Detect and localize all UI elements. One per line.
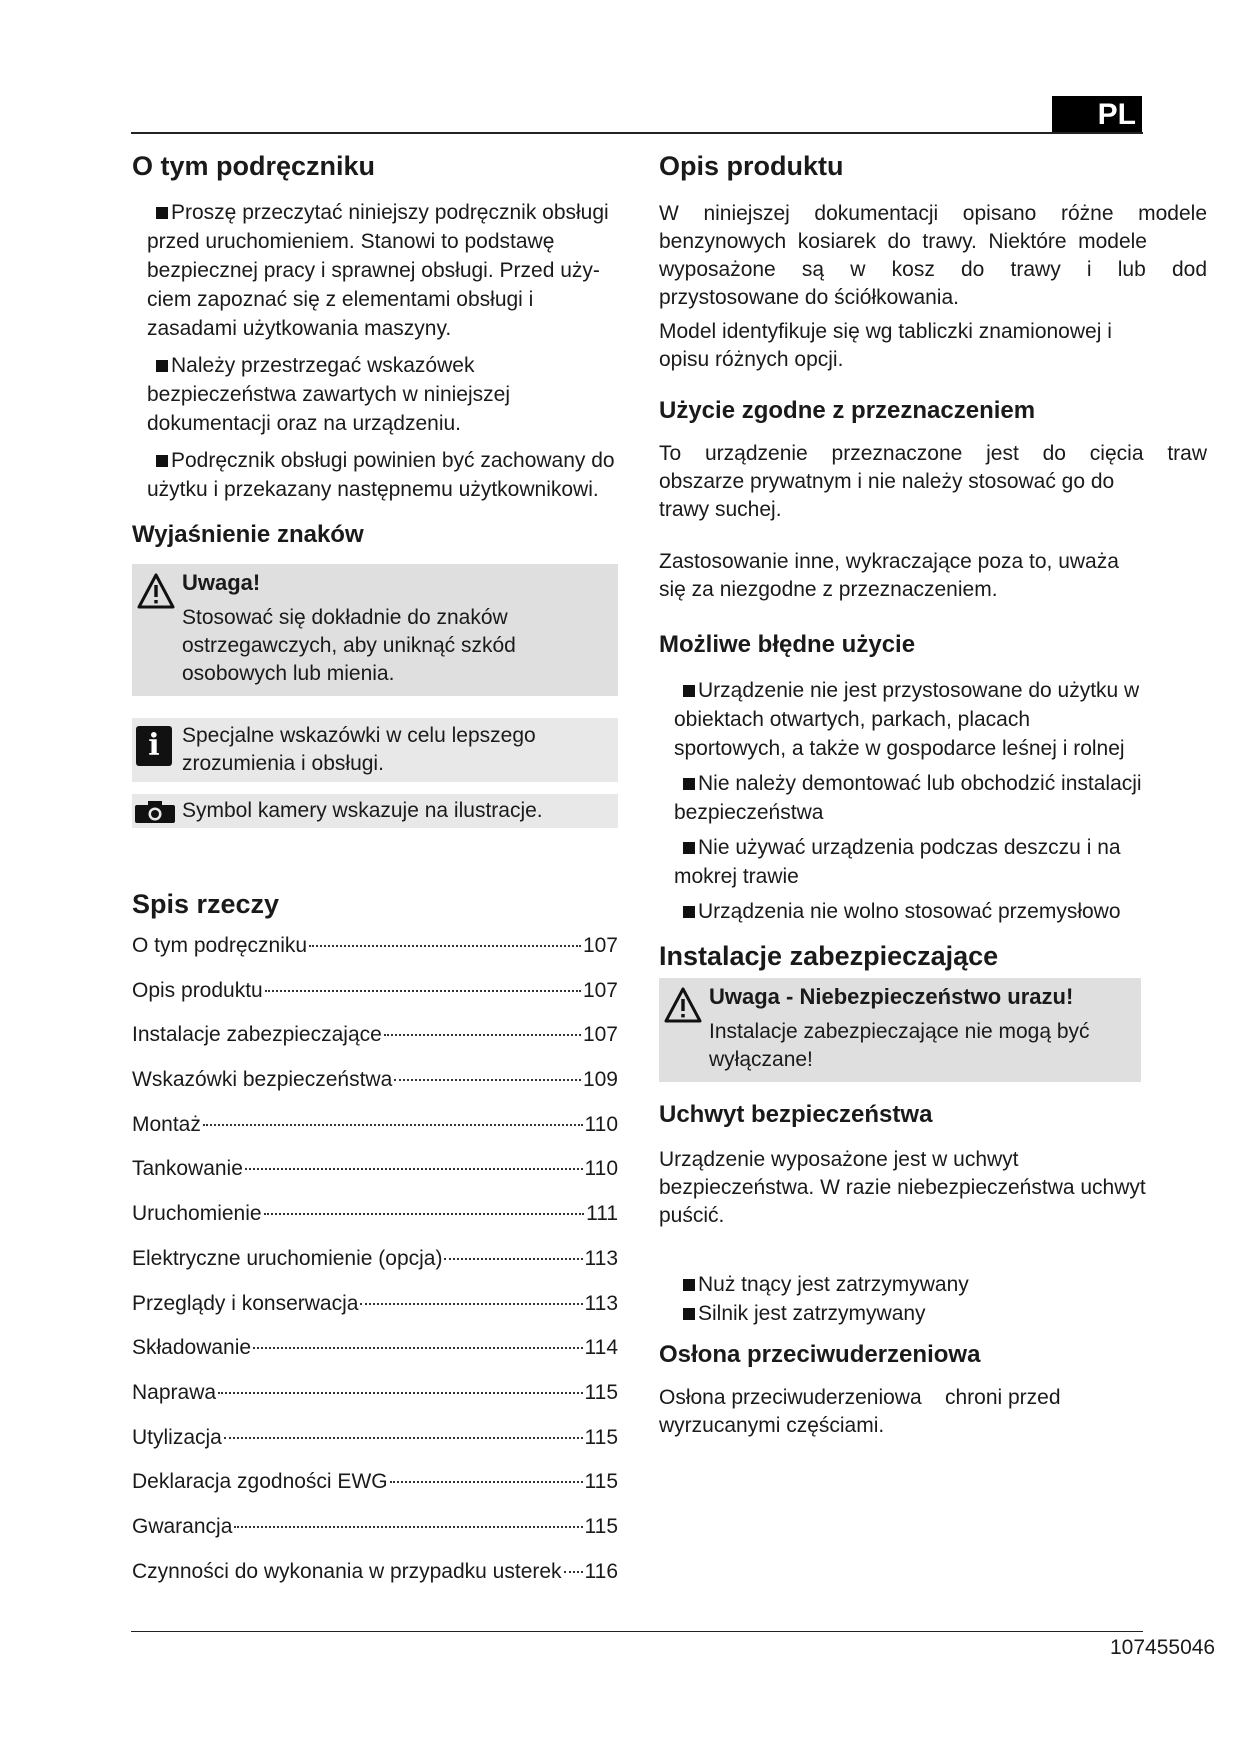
toc-page: 115 <box>584 1380 618 1404</box>
table-of-contents <box>132 932 618 1602</box>
list-item: Silnik jest zatrzymywany <box>659 1299 1147 1328</box>
toc-label: Składowanie <box>132 1336 252 1360</box>
toc-entry[interactable] <box>132 1468 618 1513</box>
toc-page: 113 <box>584 1291 618 1315</box>
toc-label: Deklaracja zgodności EWG <box>132 1470 388 1494</box>
toc-page: 115 <box>584 1514 618 1538</box>
toc-entry[interactable] <box>132 1334 618 1379</box>
toc-title: Spis rzeczy <box>132 889 280 919</box>
toc-label: Przeglądy i konserwacja <box>132 1291 359 1315</box>
bullet-square-icon <box>683 1279 695 1291</box>
warning-triangle-icon <box>663 986 703 1024</box>
toc-page: 107 <box>582 934 618 957</box>
toc-entry[interactable] <box>132 932 618 977</box>
toc-label: Czynności do wykonania w przypadku usterek <box>132 1559 562 1583</box>
toc-leader <box>253 1347 582 1349</box>
toc-leader <box>203 1124 583 1126</box>
camera-icon <box>134 800 176 824</box>
language-badge: PL <box>1052 96 1142 134</box>
list-item: Proszę przeczytać niniejszy podręcznik obsługi przed uruchomieniem. Stanowi to podstawę bezpiecznej pracy i sprawnej obsługi. Przed uży- ciem zapoznać się z elementami obsługi i zasadami użytkowania maszyny. <box>147 201 609 340</box>
toc-label: Wskazówki bezpieczeństwa <box>132 1068 393 1092</box>
product-line: wyposażone są w kosz do trawy i lub dod <box>659 258 1207 281</box>
toc-entry[interactable] <box>132 1558 618 1603</box>
bullet-square-icon <box>683 842 695 854</box>
intended-line: obszarze prywatnym i nie należy stosować go do trawy suchej. <box>659 470 1115 521</box>
product-title: Opis produktu <box>659 151 844 181</box>
warning-text: Instalacje zabezpieczające nie mogą być wyłączane! <box>709 1020 1090 1071</box>
bullet-square-icon <box>683 906 695 918</box>
toc-entry[interactable] <box>132 1290 618 1335</box>
warning-text: Stosować się dokładnie do znaków ostrzegawczych, aby uniknąć szkód osobowych lub mienia. <box>182 606 516 685</box>
toc-entry[interactable] <box>132 1111 618 1156</box>
toc-entry[interactable] <box>132 1066 618 1111</box>
toc-page: 107 <box>582 978 618 1002</box>
toc-leader <box>218 1392 582 1394</box>
product-description <box>659 200 1207 312</box>
toc-entry[interactable] <box>132 1379 618 1424</box>
toc-page: 110 <box>584 1112 618 1136</box>
toc-page: 116 <box>584 1559 618 1583</box>
list-item: Nuż tnący jest zatrzymywany <box>659 1270 1147 1299</box>
right-column <box>659 146 1207 1440</box>
intended-other-text: Zastosowanie inne, wykraczające poza to, uważa się za niezgodne z przeznaczeniem. <box>659 550 1119 601</box>
toc-entry[interactable] <box>132 1155 618 1200</box>
product-line: W niniejszej dokumentacji opisano różne modele <box>659 202 1207 225</box>
misuse-bullets <box>659 676 1147 926</box>
toc-label: Naprawa <box>132 1380 217 1404</box>
intended-use-text <box>659 440 1207 524</box>
toc-leader <box>390 1481 583 1483</box>
warning-triangle-icon <box>136 572 176 610</box>
info-icon: i <box>136 726 172 766</box>
list-item: Nie należy demontować lub obchodzić instalacji bezpieczeństwa <box>674 772 1142 824</box>
product-line: benzynowych kosiarek do trawy. Niektóre modele <box>659 230 1147 253</box>
safety-title: Instalacje zabezpieczające <box>659 941 999 971</box>
handle-title: Uchwyt bezpieczeństwa <box>659 1101 933 1128</box>
toc-leader <box>264 1213 585 1215</box>
toc-label: O tym podręczniku <box>132 934 308 957</box>
toc-page: 109 <box>582 1068 618 1092</box>
left-column <box>132 146 618 1602</box>
product-model-text: Model identyfikuje się wg tabliczki znamionowej i opisu różnych opcji. <box>659 320 1112 371</box>
document-number: 107455046 <box>1110 1636 1216 1659</box>
toc-label: Elektryczne uruchomienie (opcja) <box>132 1246 443 1270</box>
handle-text: Urządzenie wyposażone jest w uchwyt bezpieczeństwa. W razie niebezpieczeństwa uchwyt puścić. <box>659 1148 1146 1227</box>
toc-entry[interactable] <box>132 1200 618 1245</box>
bullet-square-icon <box>156 360 168 372</box>
info-box <box>132 718 618 782</box>
warning-title: Uwaga! <box>182 570 261 595</box>
bullet-square-icon <box>156 455 168 467</box>
product-line: przystosowane do ściółkowania. <box>659 286 959 309</box>
bullet-square-icon <box>683 778 695 790</box>
toc-page: 115 <box>584 1425 618 1449</box>
toc-leader <box>394 1079 581 1081</box>
toc-leader <box>564 1571 583 1573</box>
toc-label: Montaż <box>132 1112 201 1136</box>
header-rule <box>131 132 1143 134</box>
toc-entry[interactable] <box>132 977 618 1022</box>
toc-entry[interactable] <box>132 1245 618 1290</box>
toc-leader <box>224 1437 583 1439</box>
misuse-title: Możliwe błędne użycie <box>659 631 916 658</box>
toc-label: Gwarancja <box>132 1514 233 1538</box>
toc-label: Utylizacja <box>132 1425 222 1449</box>
bullet-square-icon <box>683 685 695 697</box>
about-title: O tym podręczniku <box>132 151 376 181</box>
toc-page: 111 <box>586 1202 618 1226</box>
about-bullets <box>132 198 618 504</box>
toc-label: Uruchomienie <box>132 1202 262 1226</box>
list-item: Podręcznik obsługi powinien być zachowany do użytku i przekazany następnemu użytkownikowi. <box>147 449 615 501</box>
intended-line: To urządzenie przeznaczone jest do cięcia traw <box>659 442 1207 465</box>
toc-entry[interactable] <box>132 1021 618 1066</box>
camera-box <box>132 794 618 828</box>
toc-entry[interactable] <box>132 1513 618 1558</box>
toc-entry[interactable] <box>132 1424 618 1469</box>
bullet-square-icon <box>156 207 168 219</box>
toc-page: 110 <box>584 1157 618 1181</box>
toc-page: 107 <box>582 1023 618 1047</box>
footer-rule <box>131 1631 1143 1632</box>
toc-leader <box>234 1526 582 1528</box>
signs-title: Wyjaśnienie znaków <box>132 521 364 548</box>
list-item: Nie używać urządzenia podczas deszczu i na mokrej trawie <box>674 836 1121 888</box>
list-item: Urządzenia nie wolno stosować przemysłowo <box>659 897 1147 926</box>
warning-box <box>132 564 618 696</box>
toc-label: Tankowanie <box>132 1157 243 1181</box>
toc-leader <box>245 1168 583 1170</box>
toc-leader <box>309 945 581 947</box>
toc-page: 113 <box>584 1246 618 1270</box>
guard-text: Osłona przeciwuderzeniowa chroni przed wyrzucanymi częściami. <box>659 1386 1067 1437</box>
guard-title: Osłona przeciwuderzeniowa <box>659 1341 981 1368</box>
toc-leader <box>384 1034 581 1036</box>
list-item: Należy przestrzegać wskazówek bezpieczeństwa zawartych w niniejszej dokumentacji oraz na urządzeniu. <box>147 354 510 435</box>
toc-page: 114 <box>584 1336 618 1360</box>
toc-leader <box>265 990 581 992</box>
list-item: Urządzenie nie jest przystosowane do użytku w obiektach otwartych, parkach, placach sportowych, a także w gospodarce leśnej i rolnej <box>674 679 1140 760</box>
camera-text: Symbol kamery wskazuje na ilustracje. <box>182 799 543 822</box>
info-text: Specjalne wskazówki w celu lepszego zrozumienia i obsługi. <box>182 724 536 775</box>
toc-leader <box>360 1303 582 1305</box>
toc-label: Instalacje zabezpieczające <box>132 1023 382 1047</box>
safety-warning-box <box>659 978 1141 1082</box>
bullet-square-icon <box>683 1308 695 1320</box>
warning-title: Uwaga - Niebezpieczeństwo urazu! <box>709 984 1074 1009</box>
toc-label: Opis produktu <box>132 978 263 1002</box>
handle-bullets <box>659 1270 1147 1328</box>
toc-page: 115 <box>584 1470 618 1494</box>
intended-use-title: Użycie zgodne z przeznaczeniem <box>659 397 1036 424</box>
toc-leader <box>444 1258 582 1260</box>
